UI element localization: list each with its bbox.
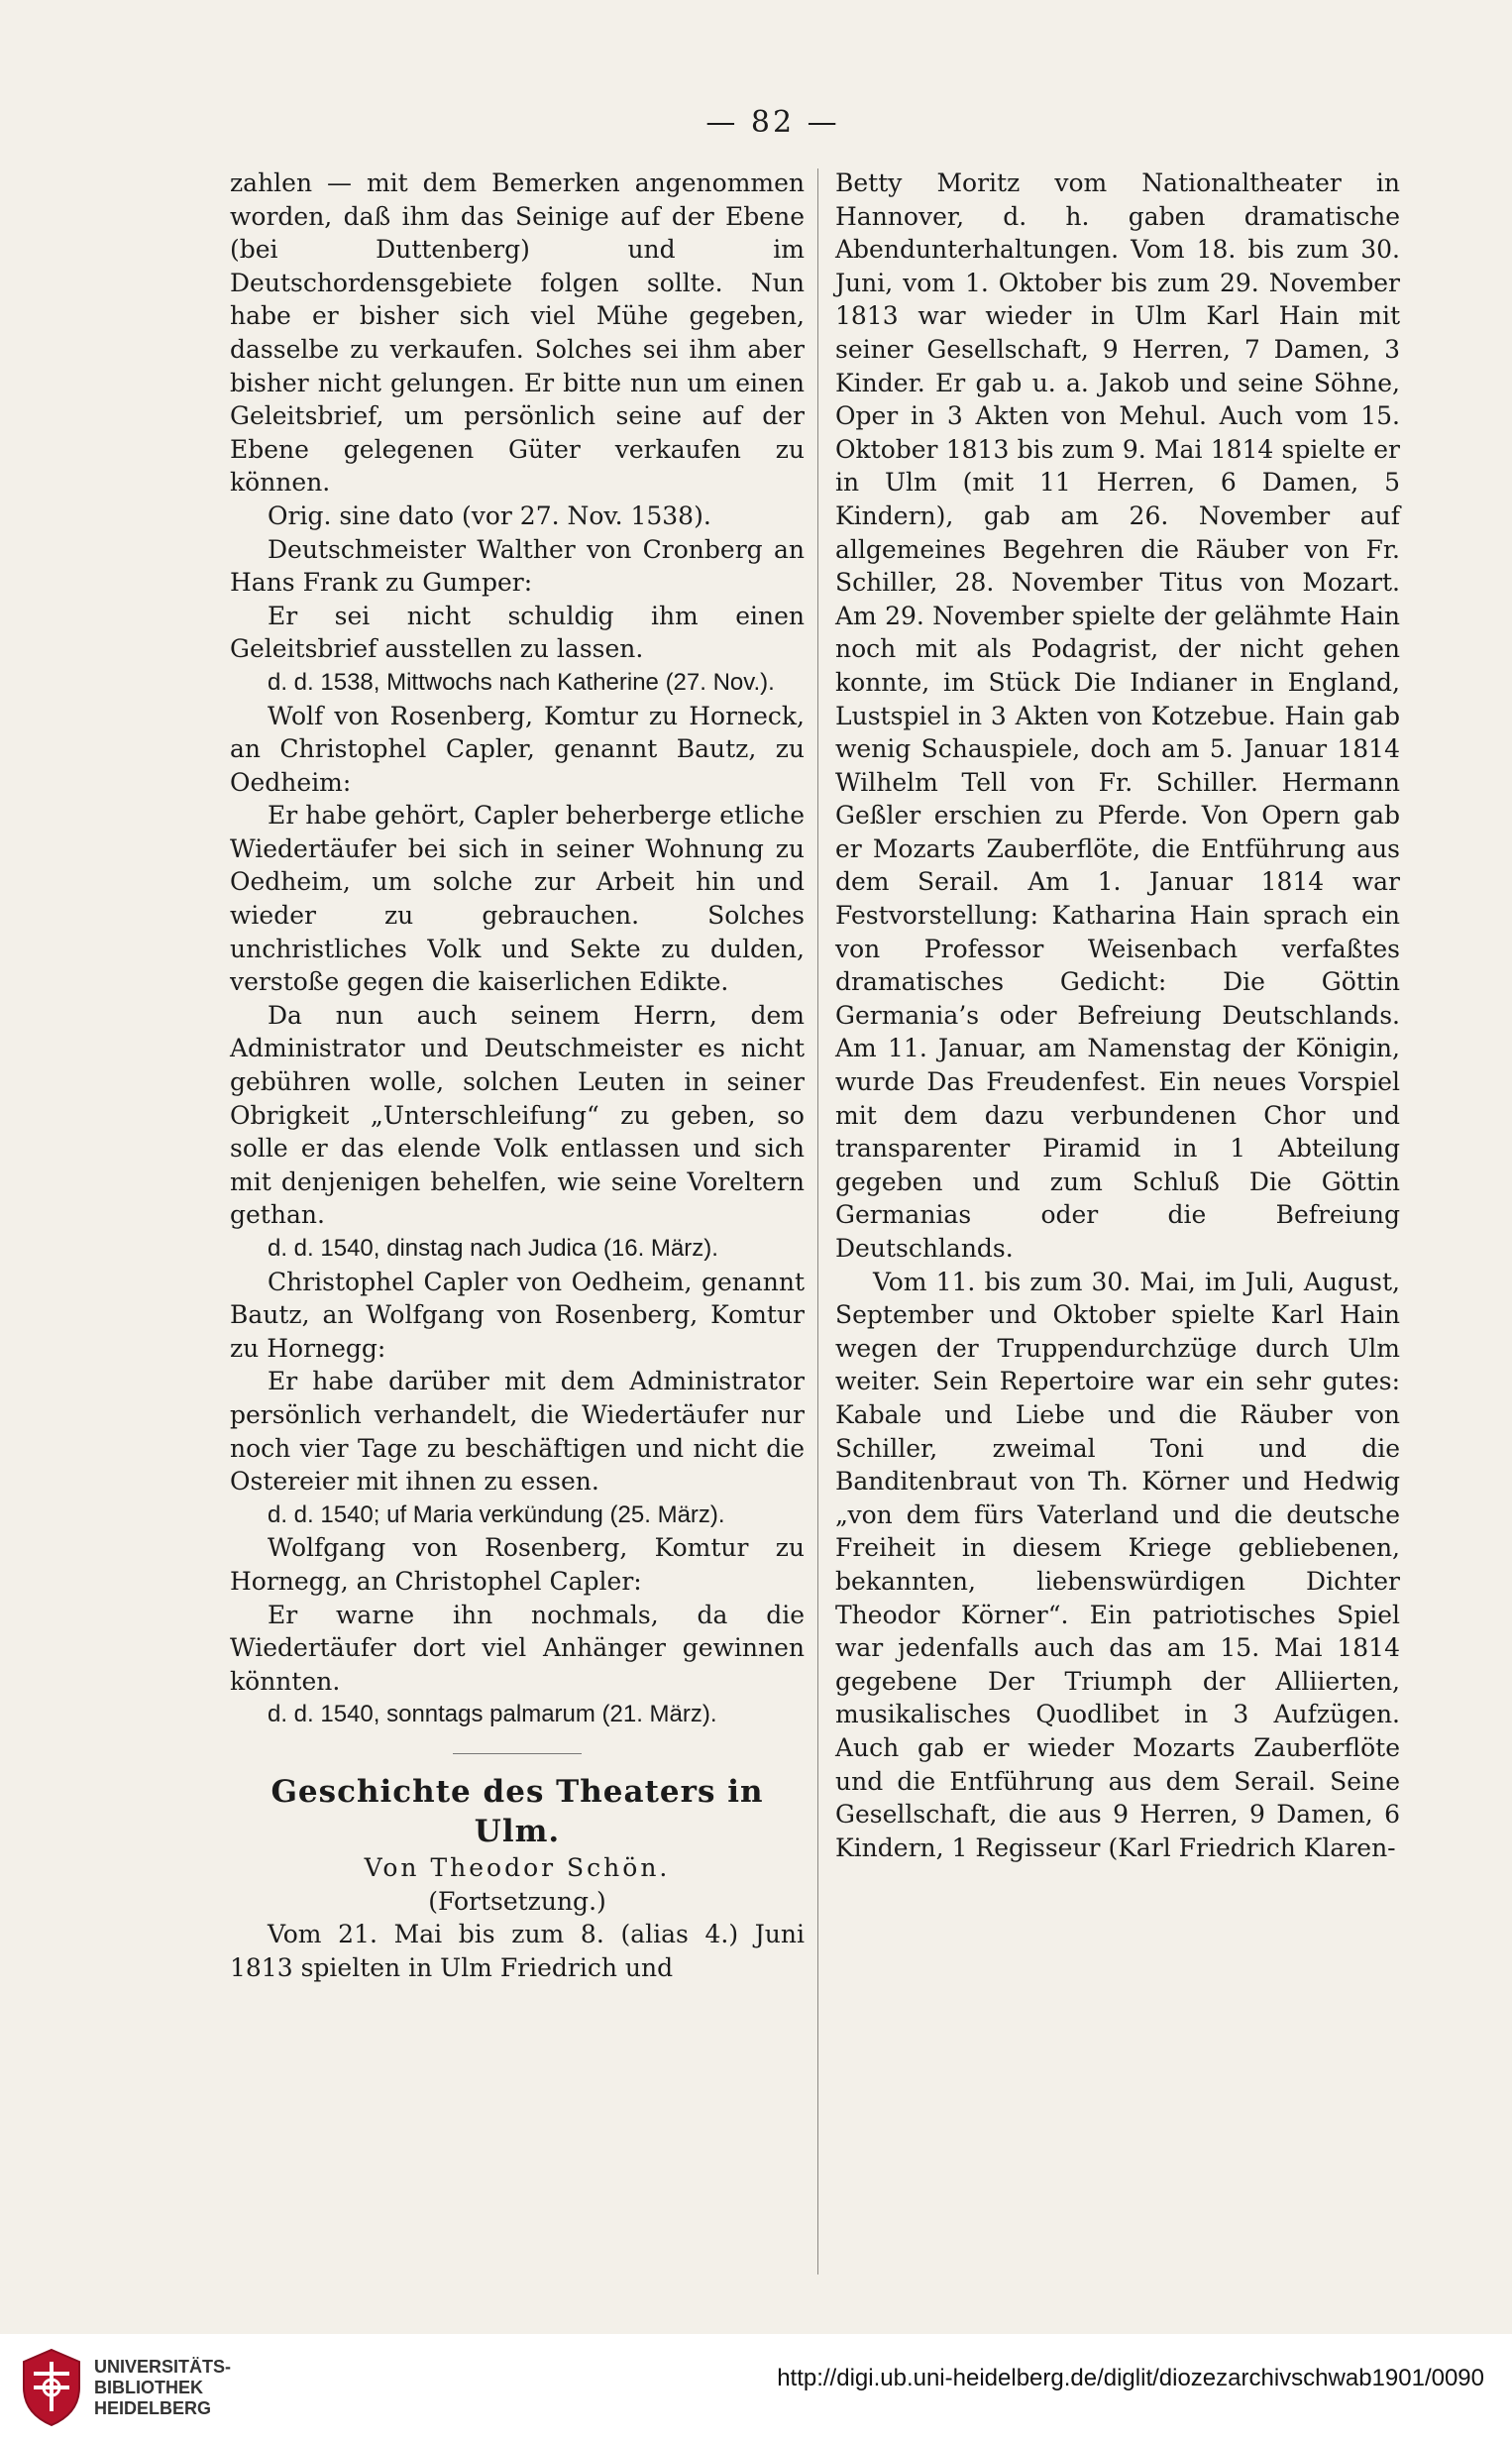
section-first-paragraph: Vom 21. Mai bis zum 8. (alias 4.) Juni 1813 spielten in Ulm Friedrich und [230,1920,805,1982]
paragraph: Er habe darüber mit dem Administrator persönlich verhandelt, die Wiedertäufer nur noch vier Tage zu beschäftigen und nicht die Ostereier mit ihnen zu essen. [230,1367,805,1497]
left-column [230,166,805,1984]
university-seal-icon [20,2348,83,2427]
section-title: Geschichte des Theaters in Ulm. [270,1773,764,1849]
paragraph: zahlen — mit dem Bemerken angenommen worden, daß ihm das Seinige auf der Ebene (bei Duttenberg) und im Deutschordensgebiete folgen sollte. Nun habe er bisher sich viel Mühe gegeben, dasselbe zu verkaufen. Solches sei ihm aber bisher nicht gelungen. Er bitte nun um einen Geleitsbrief, um persönlich seine auf der Ebene gelegenen Güter verkaufen zu können. [230,168,805,498]
paragraph: Orig. sine dato (vor 27. Nov. 1538). [268,500,711,530]
paragraph: Wolfgang von Rosenberg, Komtur zu Hornegg, an Christophel Capler: [230,1533,805,1596]
paragraph: Er warne ihn nochmals, da die Wiedertäufer dort viel Anhänger gewinnen könnten. [230,1600,805,1696]
paragraph: Betty Moritz vom Nationaltheater in Hannover, d. h. gaben dramatische Abendunterhaltungen. Vom 18. bis zum 30. Juni, vom 1. Oktober bis zum 29. November 1813 war wieder in Ulm Karl Hain mit seiner Gesellschaft, 9 Herren, 7 Damen, 3 Kinder. Er gab u. a. Jakob und seine Söhne, Oper in 3 Akten von Mehul. Auch vom 15. Oktober 1813 bis zum 9. Mai 1814 spielte er in Ulm (mit 11 Herren, 6 Damen, 5 Kindern), gab am 26. November auf allgemeines Begehren die Räuber von Fr. Schiller, 28. November Titus von Mozart. Am 29. November spielte der gelähmte Hain noch mit als Podagrist, der nicht gehen konnte, im Stück Die Indianer in England, Lustspiel in 3 Akten von Kotzebue. Hain gab wenig Schauspiele, doch am 5. Januar 1814 Wilhelm Tell von Fr. Schiller. Hermann Geßler erschien zu Pferde. Von Opern gab er Mozarts Zauberflöte, die Entführung aus dem Serail. Am 1. Januar 1814 war Festvorstellung: Katharina Hain sprach ein von Professor Weisenbach verfaßtes dramatisches Gedicht: Die Göttin Germania’s oder Befreiung Deutschlands. Am 11. Januar, am Namenstag der Königin, wurde Das Freudenfest. Ein neues Vorspiel mit dem dazu verbundenen Chor und transparenter Piramid in 1 Abteilung gegeben und zum Schluß Die Göttin Germanias oder die Befreiung Deutschlands. [835,168,1400,1263]
paragraph: Da nun auch seinem Herrn, dem Administrator und Deutschmeister es nicht gebühren wolle, solchen Leuten in seiner Obrigkeit „Unterschleifung“ zu geben, so solle er das elende Volk entlassen und sich mit denjenigen behelfen, wie seine Voreltern gethan. [230,1000,805,1230]
section-author: Von Theodor Schön. [364,1852,671,1882]
column-divider [817,168,818,2275]
page-number: — 82 — [705,105,840,140]
right-column [835,166,1400,1864]
paragraph: Er habe gehört, Capler beherberge etliche Wiedertäufer bei sich in seiner Wohnung zu Oedheim, um solche zur Arbeit hin und wieder zu gebrauchen. Solches unchristliches Volk und Sekte zu dulden, verstoße gegen die kaiserlichen Edikte. [230,801,805,997]
section-note: (Fortsetzung.) [428,1886,606,1916]
library-name-line: UNIVERSITÄTS- [94,2357,232,2377]
source-url-link[interactable]: http://digi.ub.uni-heidelberg.de/diglit/diozezarchivschwab1901/0090 [777,2365,1484,2391]
date-line: d. d. 1540, dinstag nach Judica (16. März). [268,1235,718,1262]
library-name [94,2357,231,2419]
section-separator [453,1753,582,1754]
paragraph: Wolf von Rosenberg, Komtur zu Horneck, an Christophel Capler, genannt Bautz, zu Oedheim: [230,701,805,797]
paragraph: Deutschmeister Walther von Cronberg an Hans Frank zu Gumper: [230,534,805,598]
date-line: d. d. 1540, sonntags palmarum (21. März). [268,1701,717,1728]
footer [0,2334,1512,2442]
date-line: d. d. 1538, Mittwochs nach Katherine (27. Nov.). [268,668,775,696]
paragraph: Christophel Capler von Oedheim, genannt Bautz, an Wolfgang von Rosenberg, Komtur zu Hornegg: [230,1267,805,1363]
paragraph: Vom 11. bis zum 30. Mai, im Juli, August, September und Oktober spielte Karl Hain wegen der Truppendurchzüge durch Ulm weiter. Sein Repertoire war ein sehr gutes: Kabale und Liebe und die Räuber von Schiller, zweimal Toni und die Banditenbraut von Th. Körner und Hedwig „von dem fürs Vaterland und die deutsche Freiheit in diesem Kriege gebliebenen, bekannten, liebenswürdigen Dichter Theodor Körner“. Ein patriotisches Spiel war jedenfalls auch das am 15. Mai 1814 gegebene Der Triumph der Alliierten, musikalisches Quodlibet in 3 Aufzügen. Auch gab er wieder Mozarts Zauberflöte und die Entführung aus dem Serail. Seine Gesellschaft, die aus 9 Herren, 9 Damen, 6 Kindern, 1 Regisseur (Karl Friedrich Klaren- [835,1267,1400,1862]
paragraph: Er sei nicht schuldig ihm einen Geleitsbrief ausstellen zu lassen. [230,601,805,664]
library-name-line: BIBLIOTHEK [94,2378,203,2397]
library-name-line: HEIDELBERG [94,2398,212,2418]
date-line: d. d. 1540; uf Maria verkündung (25. März). [268,1500,725,1528]
